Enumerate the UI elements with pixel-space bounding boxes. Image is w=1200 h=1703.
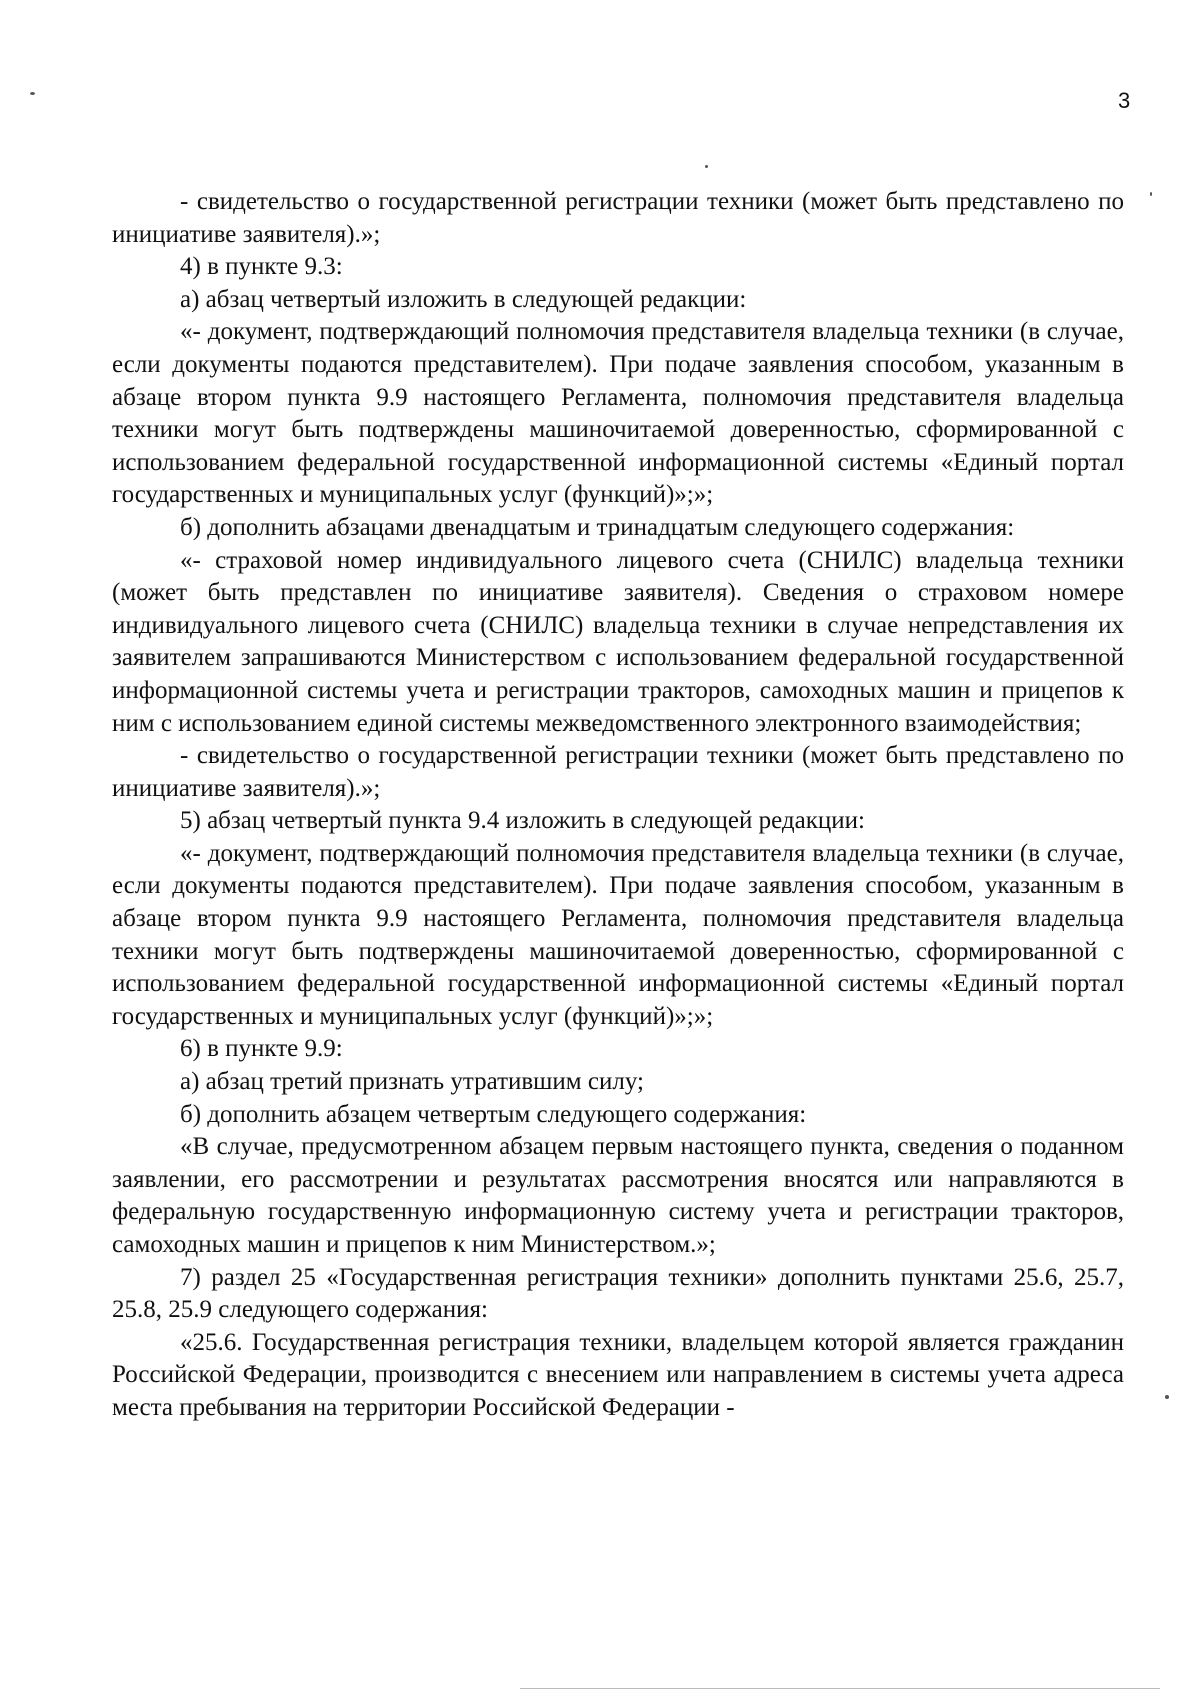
paragraph: 7) раздел 25 «Государственная регистрация техники» дополнить пунктами 25.6, 25.7, 25.8, 25.9 следующего содержания: xyxy=(112,1263,1124,1324)
paragraph: «- документ, подтверждающий полномочия представителя владельца техники (в случае, если документы подаются представителем). При подаче заявления способом, указанным в абзаце втором пункта 9.9 настоящего Регламента, полномочия представителя владельца техники могут быть подтверждены машиночитаемой доверенностью, сформированной с использованием федеральной государственной информационной системы «Единый портал государственных и муниципальных услуг (функций)»;»; xyxy=(112,318,1124,509)
paragraph: «- страховой номер индивидуального лицевого счета (СНИЛС) владельца техники (может быть представлен по инициативе заявителя). Сведения о страховом номере индивидуального лицевого счета (СНИЛС) владельца техники в случае непредставления их заявителем запрашиваются Министерством с использованием федеральной государственной информационной системы учета и регистрации тракторов, самоходных машин и прицепов к ним с использованием единой системы межведомственного электронного взаимодействия; xyxy=(112,546,1124,737)
scan-speck xyxy=(30,92,35,95)
paragraph: 5) абзац четвертый пункта 9.4 изложить в следующей редакции: xyxy=(180,807,865,835)
document-body xyxy=(112,186,1124,1425)
paragraph: «В случае, предусмотренном абзацем первым настоящего пункта, сведения о поданном заявлении, его рассмотрении и результатах рассмотрения вносятся или направляются в федеральную государственную информационную систему учета и регистрации тракторов, самоходных машин и прицепов к ним Министерством.»; xyxy=(112,1133,1124,1258)
paragraph: а) абзац четвертый изложить в следующей редакции: xyxy=(180,285,747,313)
page-number: 3 xyxy=(1118,88,1131,113)
scan-edge-line xyxy=(520,1688,1160,1689)
scan-speck xyxy=(1150,192,1152,196)
paragraph: б) дополнить абзацами двенадцатым и тринадцатым следующего содержания: xyxy=(180,513,1015,541)
paragraph: 4) в пункте 9.3: xyxy=(180,253,343,281)
paragraph: а) абзац третий признать утратившим силу; xyxy=(180,1068,644,1096)
paragraph: - свидетельство о государственной регистрации техники (может быть представлено по инициативе заявителя).»; xyxy=(112,742,1124,802)
paragraph: б) дополнить абзацем четвертым следующего содержания: xyxy=(180,1100,807,1128)
paragraph: 6) в пункте 9.9: xyxy=(180,1035,343,1063)
paragraph: «- документ, подтверждающий полномочия представителя владельца техники (в случае, если документы подаются представителем). При подаче заявления способом, указанным в абзаце втором пункта 9.9 настоящего Регламента, полномочия представителя владельца техники могут быть подтверждены машиночитаемой доверенностью, сформированной с использованием федеральной государственной информационной системы «Единый портал государственных и муниципальных услуг (функций)»;»; xyxy=(112,839,1124,1030)
scan-speck xyxy=(1165,1395,1169,1399)
scan-speck xyxy=(705,165,708,168)
paragraph: «25.6. Государственная регистрация техники, владельцем которой является гражданин Российской Федерации, производится с внесением или направлением в системы учета адреса места пребывания на территории Российской Федерации - xyxy=(112,1328,1124,1421)
paragraph: - свидетельство о государственной регистрации техники (может быть представлено по инициативе заявителя).»; xyxy=(112,188,1124,248)
